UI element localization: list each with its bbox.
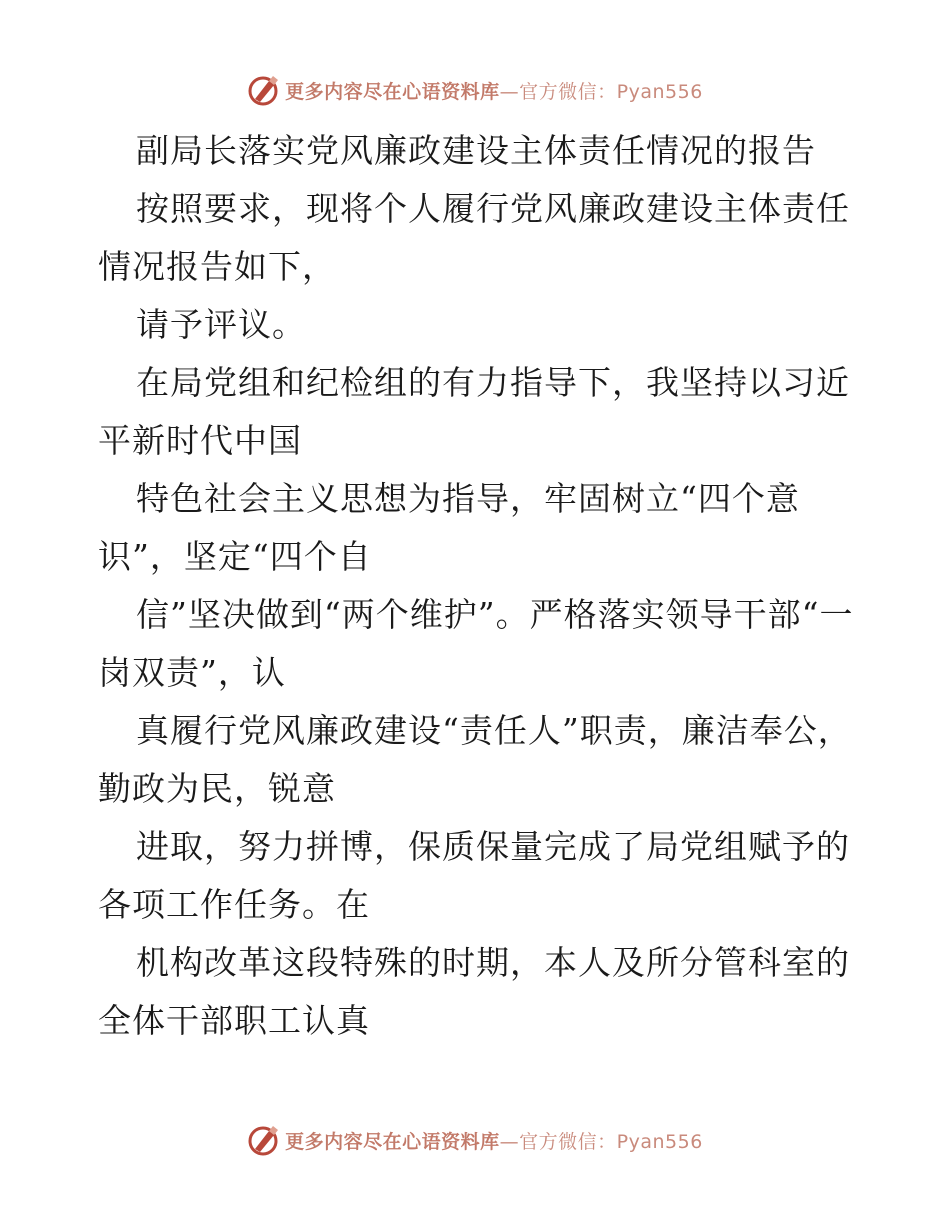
- pen-logo-icon: [247, 73, 281, 107]
- paragraph: 特色社会主义思想为指导，牢固树立“四个意识”，坚定“四个自: [98, 479, 800, 576]
- pen-logo-icon: [247, 1123, 281, 1157]
- footer-watermark: [0, 1120, 950, 1160]
- paragraph: 请予评议。: [136, 305, 306, 344]
- paragraph: 在局党组和纪检组的有力指导下，我坚持以习近平新时代中国: [98, 363, 850, 460]
- paragraph: 信”坚决做到“两个维护”。严格落实领导干部“一岗双责”，认: [98, 595, 854, 692]
- paragraph: 真履行党风廉政建设“责任人”职责，廉洁奉公，勤政为民，锐意: [98, 711, 852, 808]
- document-title: 副局长落实党风廉政建设主体责任情况的报告: [136, 131, 816, 170]
- paragraph: 机构改革这段特殊的时期，本人及所分管科室的全体干部职工认真: [98, 943, 850, 1040]
- paragraph: 按照要求，现将个人履行党风廉政建设主体责任情况报告如下，: [98, 189, 850, 286]
- header-watermark: [0, 70, 950, 110]
- document-body: [98, 122, 858, 1050]
- paragraph: 进取，努力拼博，保质保量完成了局党组赋予的各项工作任务。在: [98, 827, 850, 924]
- watermark-text: 更多内容尽在心语资料库—官方微信：Pyan556: [285, 1130, 703, 1153]
- watermark-text: 更多内容尽在心语资料库—官方微信：Pyan556: [285, 80, 703, 103]
